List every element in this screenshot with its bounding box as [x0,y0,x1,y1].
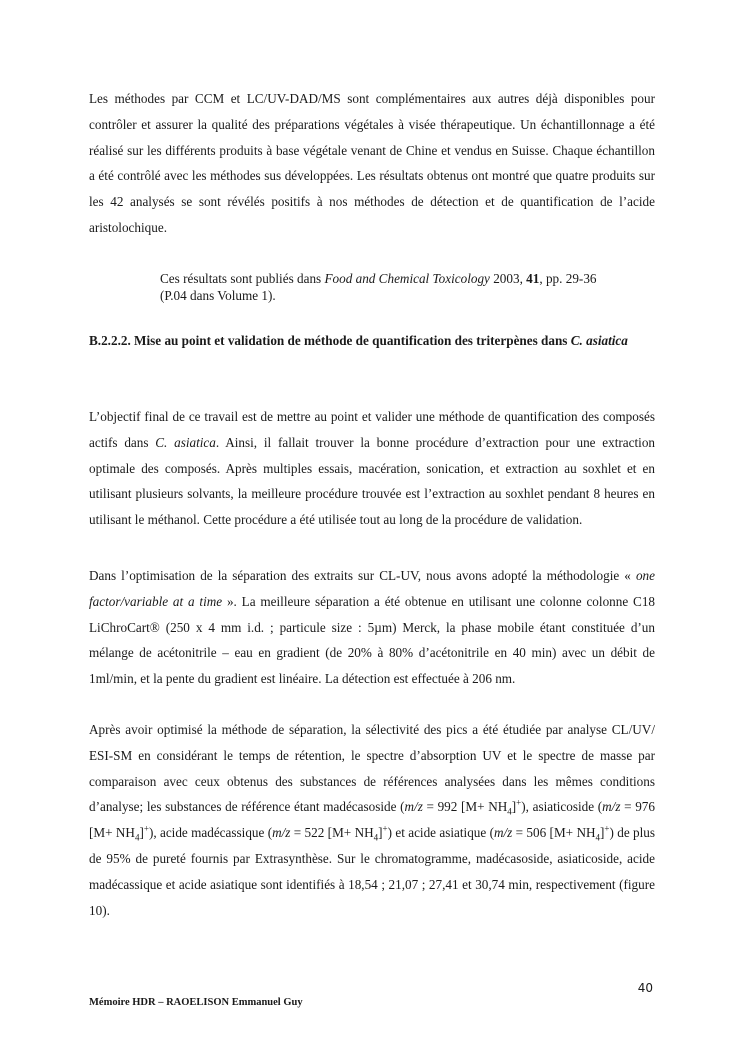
section-heading: B.2.2.2. Mise au point et validation de méthode de quantification des triterpènes dans C. asiatica [89,333,628,348]
paragraph-optimisation: Dans l’optimisation de la séparation des extraits sur CL-UV, nous avons adopté la méthodologie « one factor/variable at a time ». La meilleure séparation a été obtenue en utilisant une colonne colonne C18 LiChroCart® (250 x 4 mm i.d. ; particule size : 5µm) Merck, la phase mobile étant constituée d’un mélange de acétonitrile – eau en gradient (de 20% à 80% d’acétonitrile en 40 min) avec un débit de 1ml/min, et la pente du gradient est linéaire. La détection est effectuée à 206 nm. [89,568,656,687]
publication-citation: Ces résultats sont publiés dans Food and Chemical Toxicology 2003, 41, pp. 29-36 (P.04 dans Volume 1). [160,271,597,303]
paragraph-objective: L’objectif final de ce travail est de mettre au point et valider une méthode de quantification des composés actifs dans C. asiatica. Ainsi, il fallait trouver la bonne procédure d’extraction pour une extraction optimale des composés. Après multiples essais, macération, sonication, et extraction au soxhlet et en utilisant plusieurs solvants, la meilleure procédure trouvée est l’extraction au soxhlet pendant 8 heures en utilisant le méthanol. Cette procédure a été utilisée tout au long de la procédure de validation. [89,409,656,528]
page-number: 40 [637,981,653,995]
page-footer: Mémoire HDR – RAOELISON Emmanuel Guy [89,997,303,1008]
paragraph-selectivity: Après avoir optimisé la méthode de séparation, la sélectivité des pics a été étudiée par analyse CL/UV/ ESI-SM en considérant le temps de rétention, le spectre d’absorption UV et le spectre de masse par comparaison avec ceux obtenus des substances de références analysées dans les mêmes conditions d’analyse; les substances de référence étant madécasoside (m/z = 992 $[M+ NH_4]^+$), asiaticoside (m/z = 976 $[M+ NH_4]^+$), acide madécassique (m/z = 522 $[M+ NH_4]^+$) et acide asiatique (m/z = 506 $[M+ NH_4]^+$) de plus de 95% de pureté fournis par Extrasynthèse. Sur le chromatogramme, madécasoside, asiaticoside, acide madécassique et acide asiatique sont identifiés à 18,54 ; 21,07 ; 27,41 et 30,74 min, respectivement (figure 10). [89,722,656,918]
paragraph-cmm-lc-methods: Les méthodes par CCM et LC/UV-DAD/MS sont complémentaires aux autres déjà disponibles pour contrôler et assurer la qualité des préparations végétales à visée thérapeutique. Un échantillonnage a été réalisé sur les différents produits à base végétale venant de Chine et vendus en Suisse. Chaque échantillon a été contrôlé avec les méthodes sus développées. Les résultats obtenus ont montré que quatre produits sur les 42 analysés se sont révélés positifs à nos méthodes de détection et de quantification de l’acide aristolochique. [89,91,655,235]
journal-name: Food and Chemical Toxicology [324,271,490,286]
volume-number: 41 [526,271,540,286]
